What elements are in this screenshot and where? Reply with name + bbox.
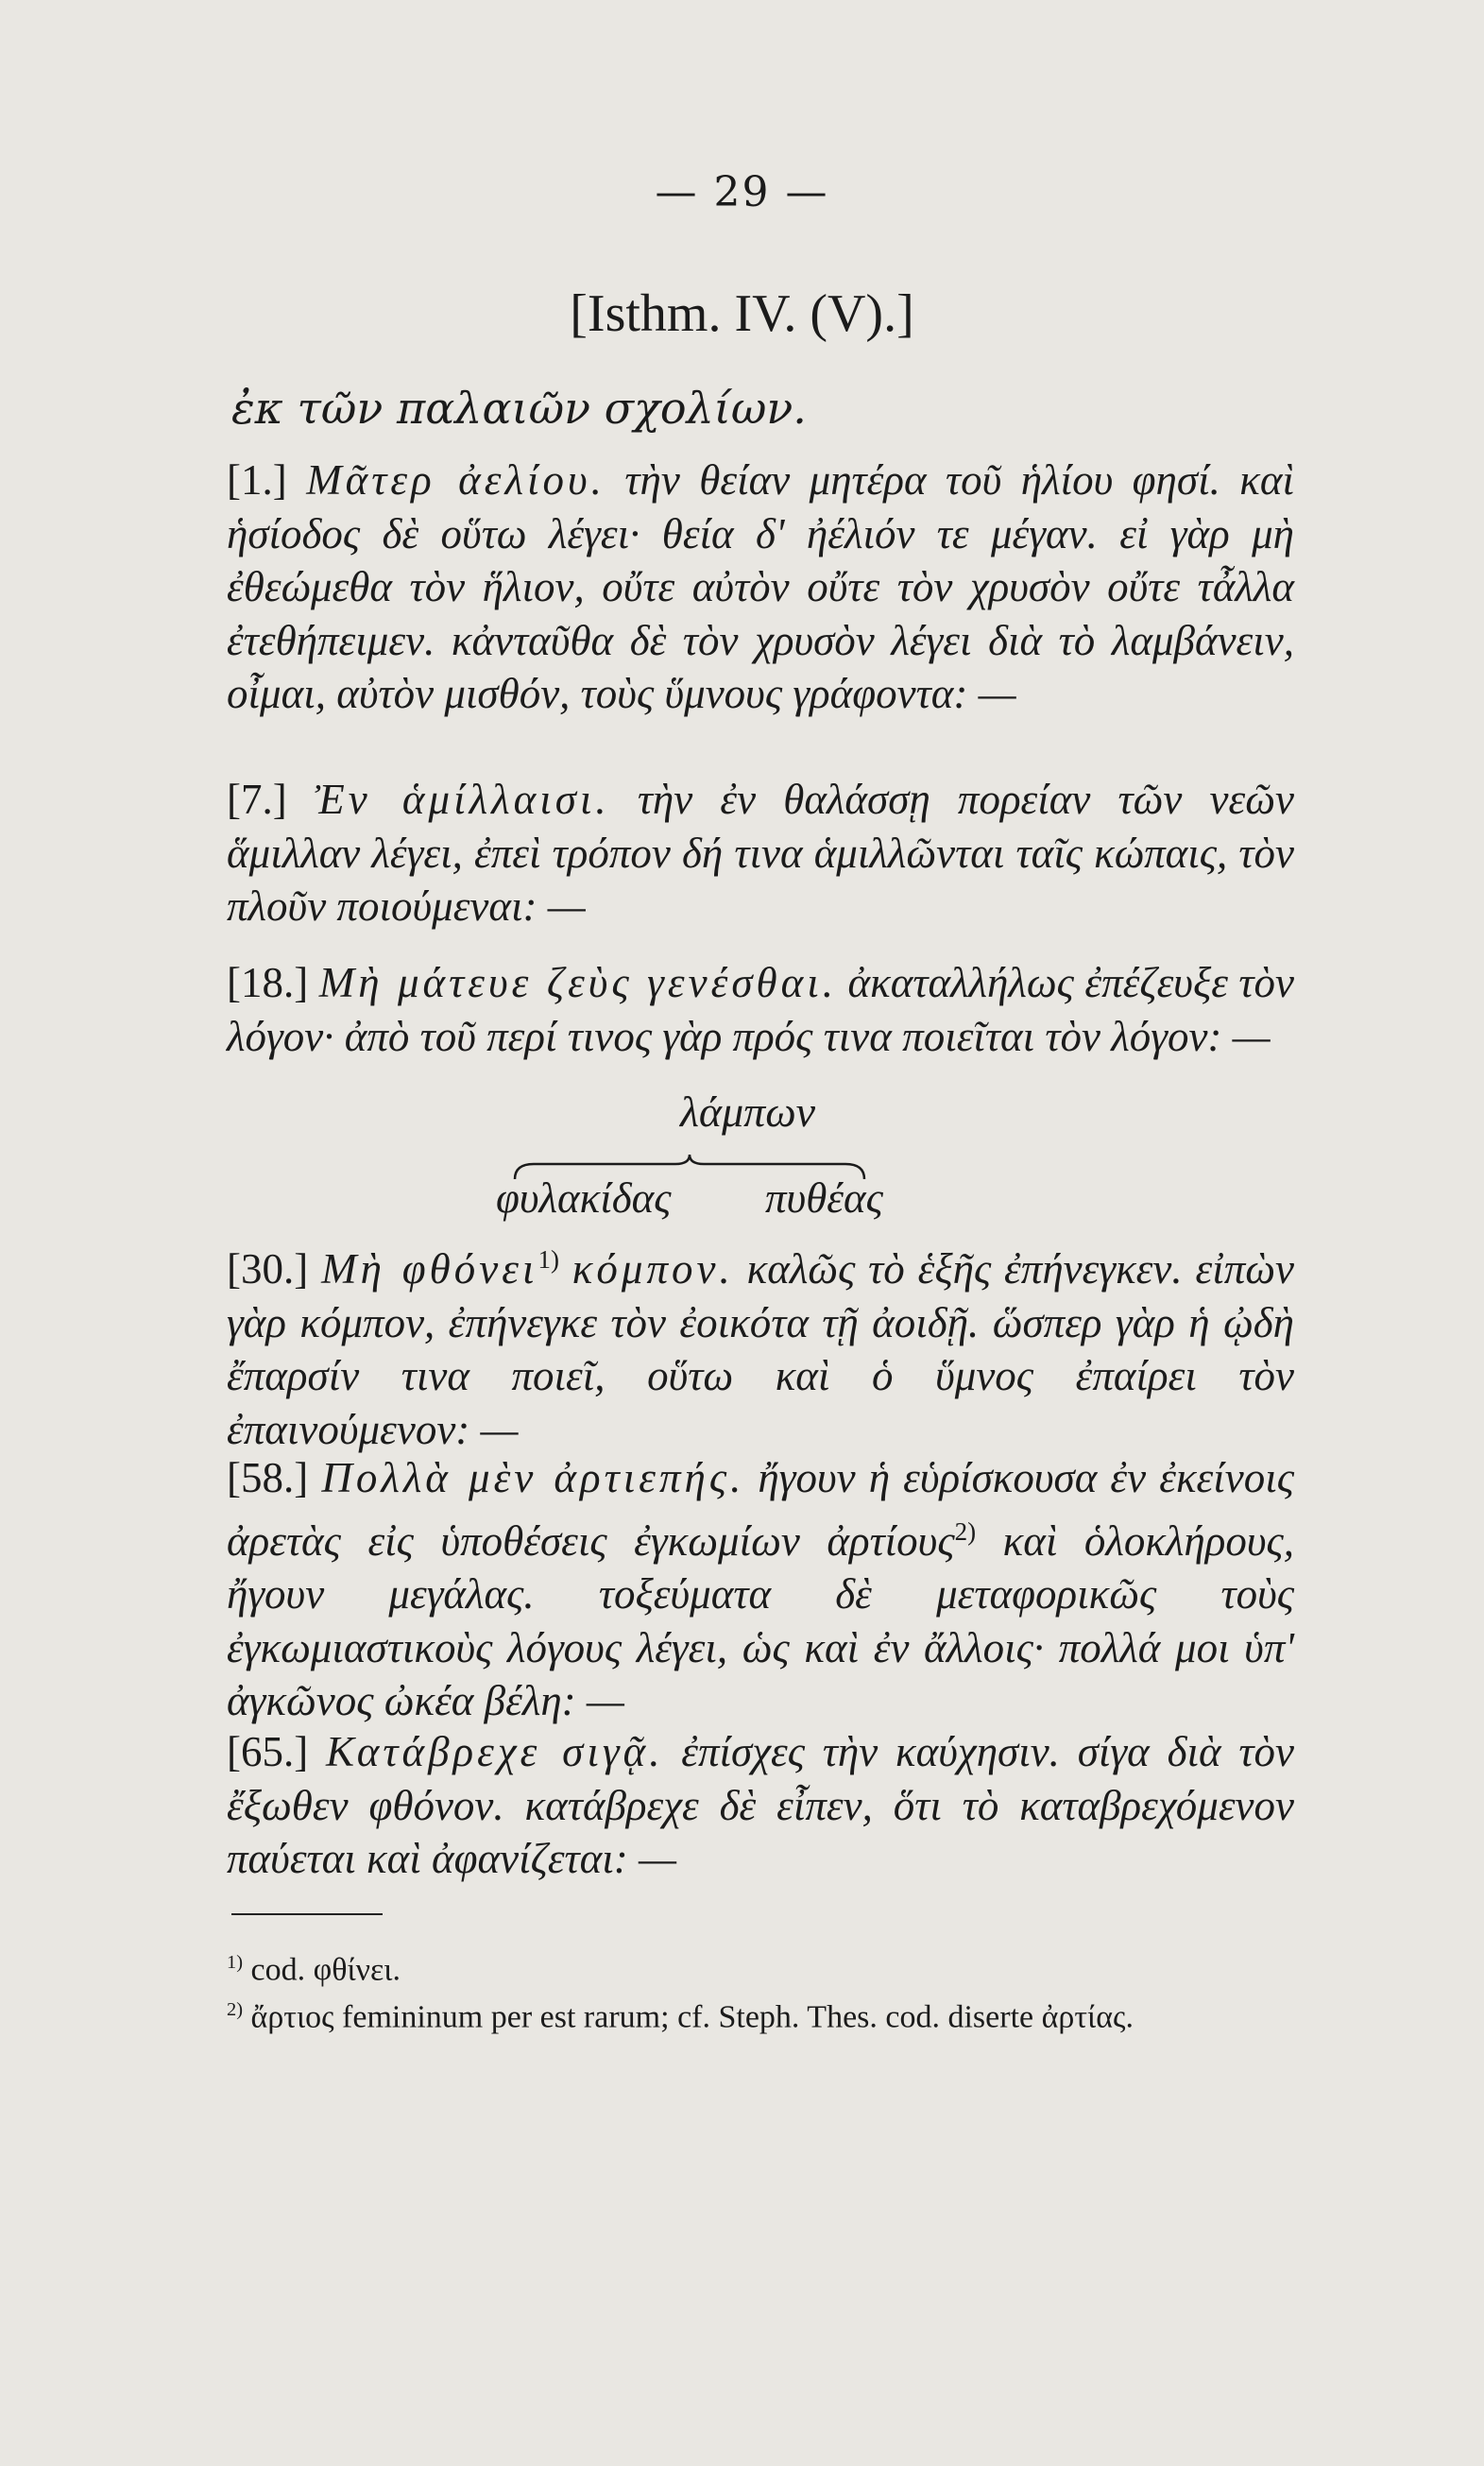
- lemma: Μᾶτερ ἀελίου.: [306, 456, 606, 504]
- scholion-text: τὴν θείαν μητέρα τοῦ ἡλίου φησί. καὶ ἡσίοδος δὲ οὕτω λέγει· θεία δ' ἠέλιόν τε μέγαν. εἰ γὰρ μὴ ἐθεώμεθα τὸν ἥλιον, οὔτε αὐτὸν οὔτε τὸν χρυσὸν οὔτε τἆλλα ἐτεθήπειμεν. κἀνταῦθα δὲ τὸν χρυσὸν λέγει διὰ τὸ λαμβάνειν, οἶμαι, αὐτὸν μισθόν, τοὺς ὕμνους γράφοντα: —: [227, 456, 1295, 717]
- genealogy-brace: [482, 1087, 916, 1228]
- lemma-continued: κόμπον.: [571, 1245, 734, 1293]
- brace-left-name: φυλακίδας: [496, 1174, 672, 1222]
- page-number: — 29 —: [655, 168, 829, 216]
- verse-ref: [65.]: [227, 1728, 309, 1775]
- footnote-marker: 1): [537, 1245, 559, 1274]
- scholion-entry-5: [227, 1451, 1294, 1728]
- scholion-text-continued: καὶ ὁλοκλήρους, ἤγουν μεγάλας. τοξεύματα δὲ μεταφορικῶς τοὺς ἐγκωμιαστικοὺς λόγους λέγει, ὡς καὶ ἐν ἄλλοις· πολλά μοι ὑπ' ἀγκῶνος ὠκέα βέλη: —: [227, 1516, 1295, 1724]
- scholion-text: ἐπίσχες τὴν καύχησιν. σίγα διὰ τὸν ἔξωθεν φθόνον. κατάβρεχε δὲ εἶπεν, ὅτι τὸ καταβρεχόμενον παύεται καὶ ἀφανίζεται: —: [227, 1728, 1294, 1882]
- scholion-entry-2: [227, 773, 1294, 933]
- page-title: [Isthm. IV. (V).]: [570, 284, 914, 343]
- scholion-text: τὴν ἐν θαλάσσῃ πορείαν τῶν νεῶν ἅμιλλαν λέγει, ἐπεὶ τρόπον δή τινα ἁμιλλῶνται ταῖς κώπαις, τὸν πλοῦν ποιούμεναι: —: [227, 776, 1294, 930]
- scholion-entry-3: [227, 956, 1294, 1063]
- brace-right-name: πυθέας: [765, 1174, 883, 1222]
- verse-ref: [58.]: [227, 1454, 309, 1501]
- verse-ref: [18.]: [227, 959, 309, 1006]
- brace-top-name: λάμπων: [680, 1087, 816, 1136]
- footnote-mark: 1): [227, 1952, 243, 1973]
- scholion-text: ἤγουν ἡ εὑρίσκουσα ἐν ἐκείνοις ἀρετὰς εἰς ὑποθέσεις ἐγκωμίων ἀρτίους: [227, 1454, 1295, 1565]
- footnote-marker: 2): [954, 1516, 977, 1546]
- scholion-entry-4: [227, 1233, 1294, 1456]
- footnote-1: [227, 1942, 1294, 1991]
- lemma: Μὴ φθόνει: [321, 1245, 538, 1293]
- footnote-text: cod. φθίνει.: [250, 1952, 401, 1988]
- scholion-entry-6: [227, 1725, 1294, 1886]
- scholion-entry-1: [227, 454, 1294, 721]
- footnote-divider: [231, 1913, 383, 1915]
- lemma: Ἐν ἁμίλλαισι.: [314, 776, 610, 823]
- verse-ref: [30.]: [227, 1245, 309, 1293]
- section-subtitle: ἐκ τῶν παλαιῶν σχολίων.: [231, 383, 807, 434]
- lemma: Μὴ μάτευε ζεὺς γενέσθαι.: [318, 959, 838, 1006]
- footnote-2: [227, 1989, 1294, 2038]
- lemma: Κατάβρεχε σιγᾷ.: [326, 1728, 664, 1775]
- verse-ref: [1.]: [227, 456, 287, 504]
- footnote-text: ἄρτιος femininum per est rarum; cf. Steph. Thes. cod. diserte ἀρτίας.: [250, 1999, 1134, 2035]
- verse-ref: [7.]: [227, 776, 287, 823]
- lemma: Πολλὰ μὲν ἀρτιεπής.: [321, 1454, 745, 1501]
- footnote-mark: 2): [227, 1999, 243, 2020]
- scholion-text: καλῶς τὸ ἑξῆς ἐπήνεγκεν. εἰπὼν γὰρ κόμπον, ἐπήνεγκε τὸν ἐοικότα τῇ ἀοιδῇ. ὥσπερ γὰρ ἡ ᾠδὴ ἔπαρσίν τινα ποιεῖ, οὕτω καὶ ὁ ὕμνος ἐπαίρει τὸν ἐπαινούμενον: —: [227, 1245, 1294, 1453]
- scholion-text: ἀκαταλλήλως ἐπέζευξε τὸν λόγον· ἀπὸ τοῦ περί τινος γὰρ πρός τινα ποιεῖται τὸν λόγον: —: [227, 959, 1295, 1060]
